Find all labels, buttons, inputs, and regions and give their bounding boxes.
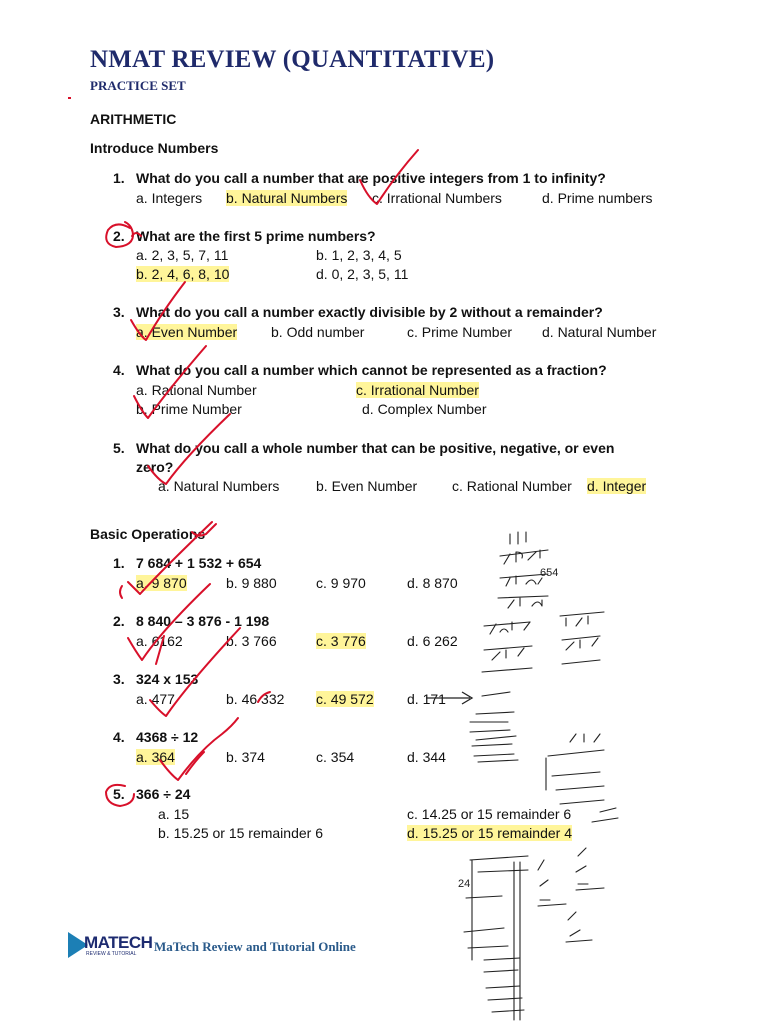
- question-number: 1.: [113, 555, 125, 571]
- option-d: d. 171: [407, 691, 446, 707]
- option-a: a. Rational Number: [136, 382, 257, 398]
- option-a: a. 364: [136, 749, 175, 765]
- option-c: c. 14.25 or 15 remainder 6: [407, 806, 572, 822]
- option-d: d. Integer: [587, 478, 647, 494]
- option-b: b. 374: [226, 749, 265, 765]
- option-d: d. 8 870: [407, 575, 458, 591]
- question-text: 4368 ÷ 12: [136, 729, 199, 745]
- question-number: 3.: [113, 304, 125, 320]
- question-number: 2.: [113, 228, 125, 244]
- option-d: d. Complex Number: [362, 401, 487, 417]
- option-d: d. Natural Number: [542, 324, 657, 340]
- footer-text: MaTech Review and Tutorial Online: [154, 939, 356, 954]
- option-a: a. 477: [136, 691, 175, 707]
- option-d: d. 0, 2, 3, 5, 11: [316, 266, 409, 282]
- option-a: a. Even Number: [136, 324, 238, 340]
- option-c: c. Irrational Number: [356, 382, 479, 398]
- question-text-continued: zero?: [136, 459, 174, 475]
- stray-mark: [68, 97, 71, 99]
- option-a: a. Natural Numbers: [158, 478, 280, 494]
- option-c: c. Prime Number: [407, 324, 513, 340]
- question-number: 5.: [113, 440, 125, 456]
- handwritten-scratch-work: [464, 532, 618, 1020]
- question-text: 324 x 153: [136, 671, 199, 687]
- check-mark: [120, 586, 122, 598]
- option-a: a. Integers: [136, 190, 203, 206]
- option-a: a. 15: [158, 806, 190, 822]
- question-number: 5.: [113, 786, 125, 802]
- question-number: 4.: [113, 729, 125, 745]
- option-d: d. 344: [407, 749, 446, 765]
- option-b: b. 1, 2, 3, 4, 5: [316, 247, 402, 263]
- option-d: d. Prime numbers: [542, 190, 653, 206]
- logo-text: MATECH: [84, 933, 153, 952]
- question-text: 8 840 – 3 876 - 1 198: [136, 613, 270, 629]
- question-text: What do you call a number which cannot be represented as a fraction?: [136, 362, 607, 378]
- option-b: b. 3 766: [226, 633, 277, 649]
- svg-text:24: 24: [458, 878, 471, 890]
- question-text: 366 ÷ 24: [136, 786, 191, 802]
- option-d: d. 15.25 or 15 remainder 4: [407, 825, 572, 841]
- page-subtitle: PRACTICE SET: [90, 78, 186, 93]
- matech-logo: [68, 932, 152, 960]
- subsection-heading-introduce-numbers: Introduce Numbers: [90, 140, 219, 156]
- page-title: NMAT REVIEW (QUANTITATIVE): [90, 46, 495, 73]
- question-number: 2.: [113, 613, 125, 629]
- option-c: c. 354: [316, 749, 355, 765]
- option-c: c. 9 970: [316, 575, 366, 591]
- option-c: b. 2, 4, 6, 8, 10: [136, 266, 230, 282]
- option-b: b. 9 880: [226, 575, 277, 591]
- option-c: c. Irrational Numbers: [372, 190, 502, 206]
- question-number: 3.: [113, 671, 125, 687]
- question-text: What do you call a number that are positive integers from 1 to infinity?: [136, 170, 606, 186]
- option-a: a. 6162: [136, 633, 183, 649]
- option-b: b. Even Number: [316, 478, 418, 494]
- section-heading-basic-operations: Basic Operations: [90, 526, 206, 542]
- section-heading-arithmetic: ARITHMETIC: [90, 111, 177, 127]
- option-a: a. 9 870: [136, 575, 187, 591]
- option-b: b. Natural Numbers: [226, 190, 348, 206]
- option-c: c. Rational Number: [452, 478, 572, 494]
- question-text: What do you call a whole number that can be positive, negative, or even: [136, 440, 615, 456]
- question-number: 4.: [113, 362, 125, 378]
- option-b: b. Prime Number: [136, 401, 242, 417]
- option-b: b. 46 332: [226, 691, 285, 707]
- option-d: d. 6 262: [407, 633, 458, 649]
- question-text: What are the first 5 prime numbers?: [136, 228, 376, 244]
- check-mark: [186, 752, 204, 774]
- logo-subtext: REVIEW & TUTORIAL: [86, 951, 137, 957]
- option-b: b. Odd number: [271, 324, 365, 340]
- question-text: What do you call a number exactly divisible by 2 without a remainder?: [136, 304, 603, 320]
- option-b: b. 15.25 or 15 remainder 6: [158, 825, 323, 841]
- option-c: c. 49 572: [316, 691, 374, 707]
- question-number: 1.: [113, 170, 125, 186]
- option-c: c. 3 776: [316, 633, 366, 649]
- option-a: a. 2, 3, 5, 7, 11: [136, 247, 229, 263]
- svg-text:654: 654: [540, 567, 559, 579]
- question-text: 7 684 + 1 532 + 654: [136, 555, 262, 571]
